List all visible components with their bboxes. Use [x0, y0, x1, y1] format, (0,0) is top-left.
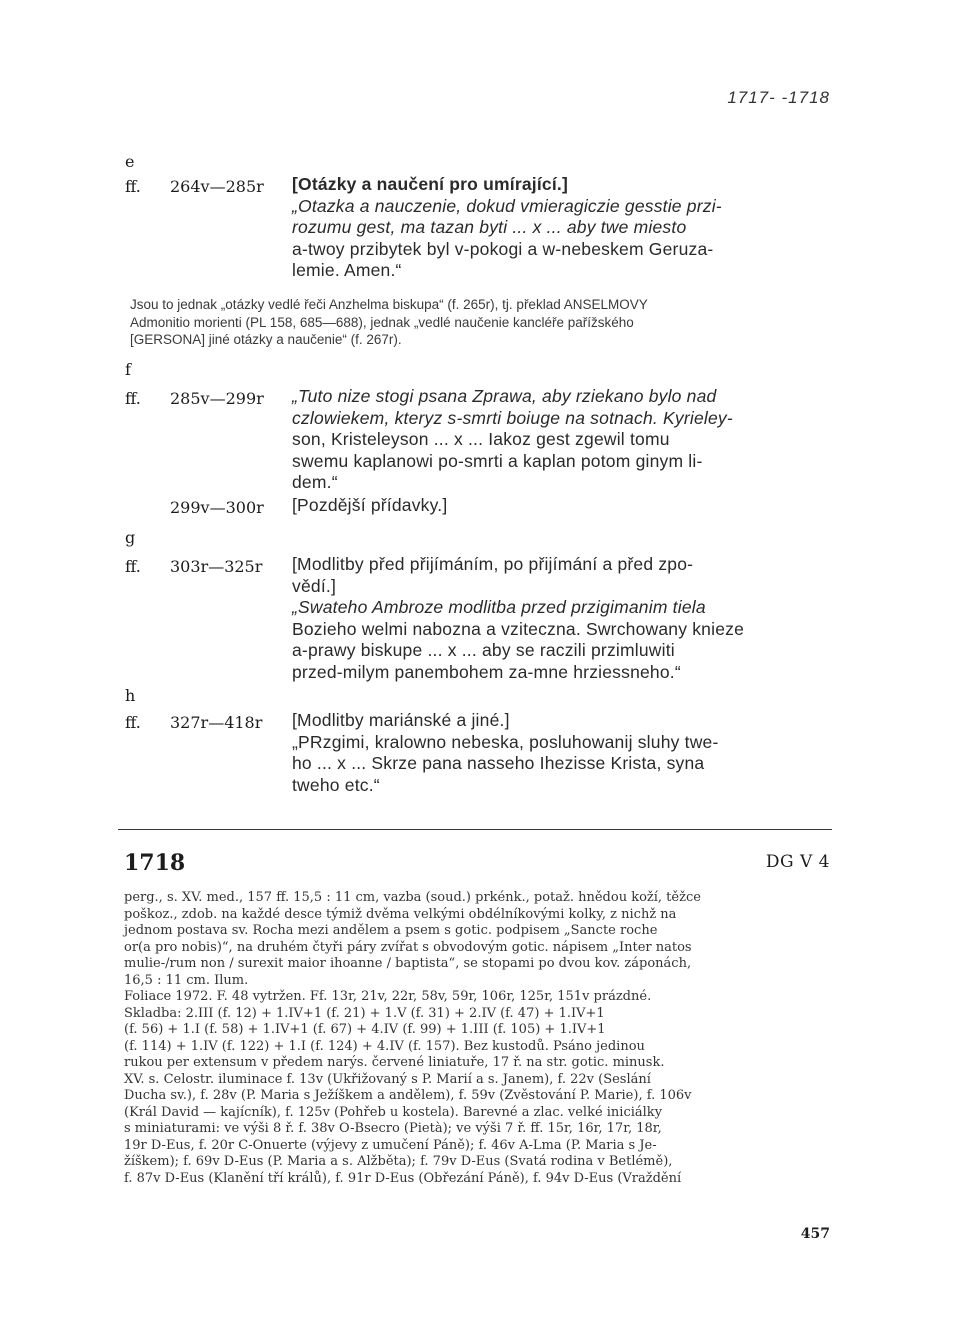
entry-letter-f: f — [125, 360, 131, 379]
entry-line: swemu kaplanowi po-smrti a kaplan potom ginym li- — [292, 450, 703, 471]
entry-heading: [Otázky a naučení pro umírající.] — [292, 174, 568, 194]
desc-line: or(a pro nobis)“, na druhém čtyři páry zvířat s obvodovým gotic. nápisem „Inter natos — [124, 939, 692, 955]
desc-line: f. 87v D-Eus (Klanění tří králů), f. 91r D-Eus (Obřezání Páně), f. 94v D-Eus (Vraždění — [124, 1170, 682, 1186]
entry-letter-e: e — [125, 152, 135, 171]
folio-range: 327r—418r — [170, 713, 263, 732]
entry-line: „Swateho Ambroze modlitba przed przigimanim tiela — [292, 597, 706, 617]
ff-label: ff. — [125, 177, 141, 196]
desc-line: Foliace 1972. F. 48 vytržen. Ff. 13r, 21v, 22r, 58v, 59r, 106r, 125r, 151v prázdné. — [124, 989, 652, 1004]
entry-line: „Tuto nize stogi psana Zprawa, aby rziekano bylo nad — [292, 386, 717, 406]
entry-text-g — [292, 554, 830, 683]
entry-line: przed-milym panembohem za-mne hrziessneho.“ — [292, 661, 681, 682]
ff-label: ff. — [125, 713, 141, 732]
ff-label: ff. — [125, 389, 141, 408]
entry-text-f — [292, 386, 830, 494]
folio-range: 264v—285r — [170, 177, 264, 196]
entry-line: [Modlitby mariánské a jiné.] — [292, 710, 510, 730]
section-signature: DG V 4 — [765, 852, 830, 872]
folio-range: 285v—299r — [170, 389, 264, 408]
entry-text-h — [292, 710, 830, 796]
folio-range: 303r—325r — [170, 557, 263, 576]
folio-range: 299v—300r — [170, 498, 264, 517]
desc-line: jednom postava sv. Rocha mezi andělem a psem s gotic. podpisem „Sancte roche — [124, 923, 658, 938]
desc-line: XV. s. Celostr. iluminace f. 13v (Ukřižovaný s P. Marií a s. Janem), f. 22v (Seslání — [124, 1071, 651, 1087]
entry-line: ho ... x ... Skrze pana nasseho Ihezisse Krista, syna — [292, 753, 705, 773]
note-line: Admonitio morienti (PL 158, 685—688), jednak „vedlé naučenie kancléře pařížského — [130, 314, 634, 330]
entry-line: Bozieho welmi nabozna a vziteczna. Swrchowany knieze — [292, 618, 745, 639]
entry-line: tweho etc.“ — [292, 774, 380, 795]
desc-line: s miniaturami: ve výši 8 ř. f. 38v O-Bsecro (Pietà); ve výši 7 ř. ff. 15r, 16r, 17r, 18r, — [124, 1121, 662, 1136]
entry-line: [Modlitby před přijímáním, po přijímání a před zpo- — [292, 554, 694, 574]
desc-line: žíškem); f. 69v D-Eus (P. Maria a s. Alžběta); f. 79v D-Eus (Svatá rodina v Betlémě), — [124, 1154, 673, 1169]
ff-label: ff. — [125, 557, 141, 576]
entry-line: son, Kristeleyson ... x ... Iakoz gest zgewil tomu — [292, 429, 670, 449]
entry-line: „Otazka a nauczenie, dokud vmieragiczie gesstie przi- — [292, 195, 722, 216]
desc-line: 19r D-Eus, f. 20r C-Onuerte (výjevy z umučení Páně); f. 46v A-Lma (P. Maria s Je- — [124, 1137, 657, 1153]
desc-line: mulie-/rum non / surexit maior ihoanne / baptista“, se stopami po dvou kov. záponách, — [124, 956, 692, 971]
desc-line: (f. 114) + 1.IV (f. 122) + 1.I (f. 124) + 4.IV (f. 157). Bez kustodů. Psáno jedinou — [124, 1038, 645, 1054]
entry-line: lemie. Amen.“ — [292, 260, 402, 280]
section-number: 1718 — [124, 850, 186, 876]
entry-line: [Pozdější přídavky.] — [292, 495, 448, 515]
note-line: Jsou to jednak „otázky vedlé řeči Anzhelma biskupa“ (f. 265r), tj. překlad ANSELMOVY — [130, 297, 648, 312]
desc-line: (f. 56) + 1.I (f. 58) + 1.IV+1 (f. 67) + 4.IV (f. 99) + 1.III (f. 105) + 1.IV+1 — [124, 1022, 606, 1037]
desc-line: poškoz., zdob. na každé desce týmiž dvěma velkými obdélníkovými kolky, z nichž na — [124, 906, 677, 922]
desc-line: Ducha sv.), f. 28v (P. Maria s Ježíškem a andělem), f. 59v (Zvěstování P. Marie), f. 106v — [124, 1088, 692, 1103]
desc-line: perg., s. XV. med., 157 ff. 15,5 : 11 cm, vazba (soud.) prkénk., potaž. hnědou koží, těžce — [124, 890, 701, 905]
desc-line: Skladba: 2.III (f. 12) + 1.IV+1 (f. 21) + 1.V (f. 31) + 2.IV (f. 47) + 1.IV+1 — [124, 1005, 605, 1021]
entry-letter-h: h — [125, 686, 136, 705]
desc-line: 16,5 : 11 cm. Ilum. — [124, 972, 249, 988]
note-line: [GERSONA] jiné otázky a naučenie“ (f. 267r). — [130, 332, 402, 347]
section-divider — [118, 829, 832, 830]
note-e — [130, 296, 832, 349]
page-number: 457 — [800, 1226, 830, 1242]
entry-letter-g: g — [125, 528, 136, 547]
entry-line: czlowiekem, kteryz s-smrti boiuge na sotnach. Kyrieley- — [292, 407, 733, 428]
desc-line: (Král David — kajícník), f. 125v (Pohřeb u kostela). Barevné a zlac. velké iniciálky — [124, 1104, 663, 1120]
entry-line: a-twoy przibytek byl v-pokogi a w-nebeskem Geruza- — [292, 238, 714, 259]
entry-line: a-prawy biskupe ... x ... aby se raczili przimluwiti — [292, 640, 675, 660]
entry-line: „PRzgimi, kralowno nebeska, posluhowanij sluhy twe- — [292, 731, 719, 752]
entry-line: dem.“ — [292, 472, 338, 492]
page-header: 1717- -1718 — [727, 88, 830, 107]
manuscript-description — [124, 890, 832, 1187]
desc-line: rukou per extensum v předem narýs. červené liniatuře, 17 ř. na str. gotic. minusk. — [124, 1055, 665, 1070]
entry-text-e — [292, 174, 830, 282]
entry-line: rozumu gest, ma tazan byti ... x ... aby twe miesto — [292, 217, 687, 237]
entry-line: vědí.] — [292, 575, 337, 596]
